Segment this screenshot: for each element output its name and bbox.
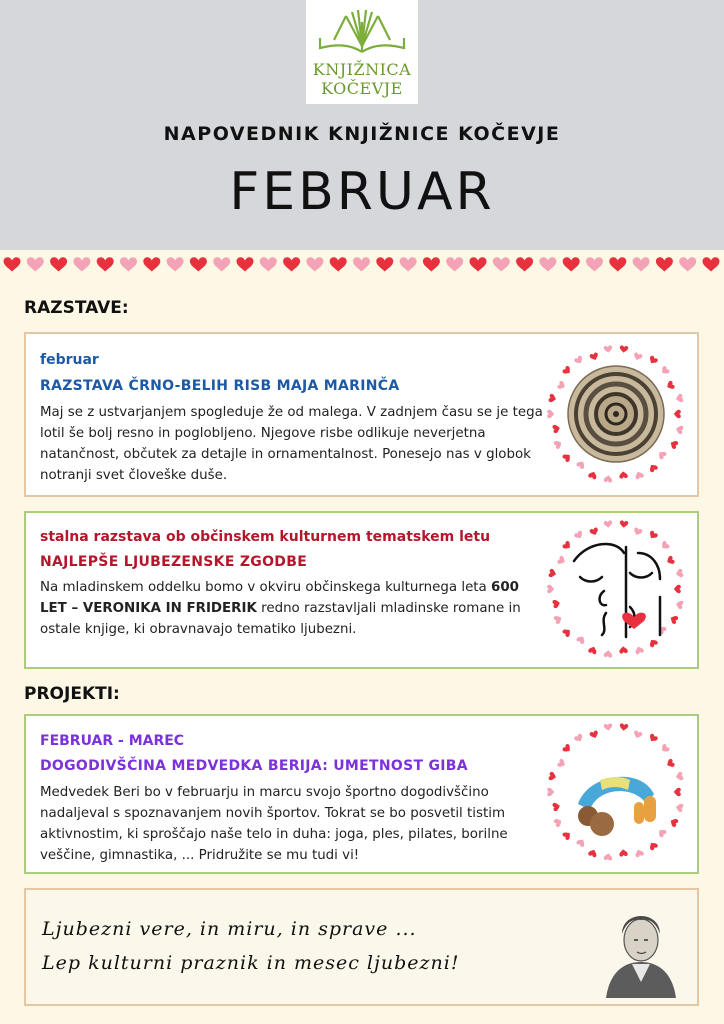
event-date: februar — [40, 352, 99, 368]
spiral-drawing-icon — [568, 366, 664, 462]
heart-icon — [634, 470, 644, 480]
heart-icon — [675, 425, 684, 435]
heart-icon — [423, 257, 440, 271]
heart-icon — [648, 355, 659, 366]
heart-icon — [3, 257, 20, 271]
closing-quote-box — [24, 888, 699, 1006]
heart-icon — [674, 410, 681, 418]
heart-icon — [446, 257, 463, 271]
heart-icon — [120, 257, 137, 271]
page-subtitle: NAPOVEDNIK KNJIŽNICE KOČEVJE — [163, 123, 561, 145]
event-heading: NAJLEPŠE LJUBEZENSKE ZGODBE — [40, 554, 308, 570]
heart-icon — [547, 410, 554, 418]
heart-icon — [557, 380, 567, 391]
kissing-faces-icon — [574, 544, 660, 637]
event-heading: DOGODIVŠČINA MEDVEDKA BERIJA: UMETNOST GIBA — [40, 758, 468, 774]
heart-icon — [675, 771, 684, 781]
heart-icon — [619, 345, 628, 353]
heart-icon — [306, 257, 323, 271]
heart-icon — [589, 730, 599, 740]
heart-icon — [547, 788, 554, 796]
logo-line1: KNJIŽNICA — [312, 60, 412, 79]
heart-icon — [562, 743, 573, 754]
library-logo[interactable] — [306, 0, 418, 104]
event-card-love-stories[interactable] — [24, 511, 699, 669]
heart-icon — [588, 645, 598, 655]
heart-icon — [353, 257, 370, 271]
logo-line2: KOČEVJE — [321, 79, 403, 98]
heart-icon — [634, 848, 644, 858]
heart-icon — [557, 555, 567, 566]
heart-icon — [27, 257, 44, 271]
heart-icon — [619, 849, 628, 857]
heart-icon — [669, 439, 679, 450]
header — [0, 0, 724, 250]
heart-icon — [330, 257, 347, 271]
heart-icon — [659, 540, 670, 551]
heart-icon — [493, 257, 510, 271]
heart-icon — [604, 853, 613, 861]
event-description: Maj se z ustvarjanjem spogleduje že od malega. V zadnjem času se je tega lotil še bolj resno in poglobljeno. Njegove risbe odlikuje neverjetna natančnost, občutek za detajle in ornamentalnost. Ponesejo nas v globok notranji svet človeške duše. — [40, 405, 543, 483]
heart-icon — [675, 393, 684, 403]
heart-icon — [648, 462, 659, 473]
heart-icon — [648, 530, 659, 541]
heart-icon — [573, 733, 584, 744]
heart-icon — [665, 555, 675, 566]
heart-icon — [703, 257, 720, 271]
heart-icon — [573, 530, 584, 541]
heart-icon — [633, 730, 643, 740]
heart-icon — [552, 802, 561, 812]
heart-icon — [604, 520, 613, 528]
heart-icon — [213, 257, 230, 271]
heart-icon — [283, 257, 300, 271]
heart-icon — [619, 646, 628, 654]
heart-icon — [588, 470, 598, 480]
heart-icon — [143, 257, 160, 271]
heart-icon — [563, 257, 580, 271]
open-book-icon — [306, 4, 418, 56]
heart-icon — [659, 365, 670, 376]
heart-icon — [604, 650, 613, 658]
heart-icon — [470, 257, 487, 271]
heart-icon — [619, 723, 628, 731]
heart-icon — [50, 257, 67, 271]
quote-line1: Ljubezni vere, in miru, in sprave ... — [42, 918, 417, 940]
heart-icon — [656, 257, 673, 271]
heart-icon — [552, 599, 561, 609]
heart-icon — [190, 257, 207, 271]
heart-icon — [674, 788, 681, 796]
heart-icon — [562, 452, 573, 463]
event-card-drawings[interactable] — [24, 332, 699, 497]
heart-icon — [619, 520, 628, 528]
heart-icon — [553, 439, 563, 450]
heart-icon — [604, 345, 613, 353]
heart-icon — [562, 540, 573, 551]
heart-icon — [376, 257, 393, 271]
heart-ring — [544, 720, 688, 864]
quote-line2: Lep kulturni praznik in mesec ljubezni! — [42, 952, 460, 974]
heart-icon — [516, 257, 533, 271]
heart-icon — [548, 771, 557, 781]
description-text: redno razstavljali mladinske romane in ostale knjige, ki obravnavajo tematiko ljubezni. — [40, 601, 521, 637]
heart-icon — [553, 614, 563, 625]
heart-icon — [669, 817, 679, 828]
heart-icon — [656, 449, 667, 460]
heart-icon — [400, 257, 417, 271]
heart-icon — [648, 733, 659, 744]
heart-icon — [548, 568, 557, 578]
heart-icon — [557, 758, 567, 769]
heart-icon — [675, 803, 684, 813]
heart-icon — [604, 723, 613, 731]
heart-icon — [97, 257, 114, 271]
heart-icon — [656, 827, 667, 838]
description-bold: 600 LET – VERONIKA IN FRIDERIK — [40, 580, 519, 616]
heart-icon — [675, 600, 684, 610]
section-heading-projects: PROJEKTI: — [24, 684, 120, 704]
heart-icon — [669, 614, 679, 625]
heart-icon — [167, 257, 184, 271]
heart-ring — [544, 342, 688, 486]
heart-icon — [633, 527, 643, 537]
heart-icon — [633, 257, 650, 271]
heart-icon — [576, 634, 587, 645]
heart-icon — [573, 355, 584, 366]
heart-icon — [665, 758, 675, 769]
heart-icon — [576, 837, 587, 848]
heart-icon — [539, 257, 556, 271]
heart-icon — [547, 585, 554, 593]
heart-ring — [544, 517, 688, 661]
heart-icon — [648, 637, 659, 648]
page-title: FEBRUAR — [229, 162, 495, 222]
event-date: stalna razstava ob občinskem kulturnem tematskem letu — [40, 529, 491, 545]
heart-icon — [675, 568, 684, 578]
description-text: Na mladinskem oddelku bomo v okviru občinskega kulturnega leta — [40, 580, 487, 595]
heart-icon — [589, 352, 599, 362]
event-description — [40, 577, 545, 640]
preseren-portrait-icon — [596, 898, 686, 998]
heart-icon — [562, 627, 573, 638]
heart-icon — [562, 365, 573, 376]
heart-icon — [634, 645, 644, 655]
section-heading-exhibitions: RAZSTAVE: — [24, 298, 129, 318]
heart-icon — [659, 743, 670, 754]
heart-icon — [73, 257, 90, 271]
heart-icon — [588, 848, 598, 858]
heart-icon — [609, 257, 626, 271]
heart-icon — [656, 624, 667, 635]
event-description: Medvedek Beri bo v februarju in marcu svojo športno dogodivščino nadaljeval s spoznavanjem novih športov. Tokrat se bo posvetil tistim aktivnostim, ki sproščajo naše telo in duha: joga, ples, pilates, borilne veščine, gimnastika, ... Pridružite se mu tudi vi! — [40, 785, 508, 863]
heart-icon — [665, 380, 675, 391]
teddy-bear-yoga-icon — [578, 777, 656, 836]
event-heading: RAZSTAVA ČRNO-BELIH RISB MAJA MARINČA — [40, 378, 400, 394]
heart-icon — [562, 830, 573, 841]
heart-icon — [548, 393, 557, 403]
heart-icon — [260, 257, 277, 271]
heart-border — [0, 252, 724, 276]
heart-icon — [674, 585, 681, 593]
heart-icon — [648, 840, 659, 851]
heart-icon — [633, 352, 643, 362]
event-date: FEBRUAR - MAREC — [40, 733, 185, 749]
event-card-teddy-bear[interactable] — [24, 714, 699, 874]
heart-icon — [576, 459, 587, 470]
heart-icon — [679, 257, 696, 271]
heart-icon — [553, 817, 563, 828]
heart-icon — [589, 527, 599, 537]
heart-icon — [604, 475, 613, 483]
heart-icon — [619, 471, 628, 479]
heart-icon — [552, 424, 561, 434]
heart-icon — [237, 257, 254, 271]
heart-icon — [586, 257, 603, 271]
